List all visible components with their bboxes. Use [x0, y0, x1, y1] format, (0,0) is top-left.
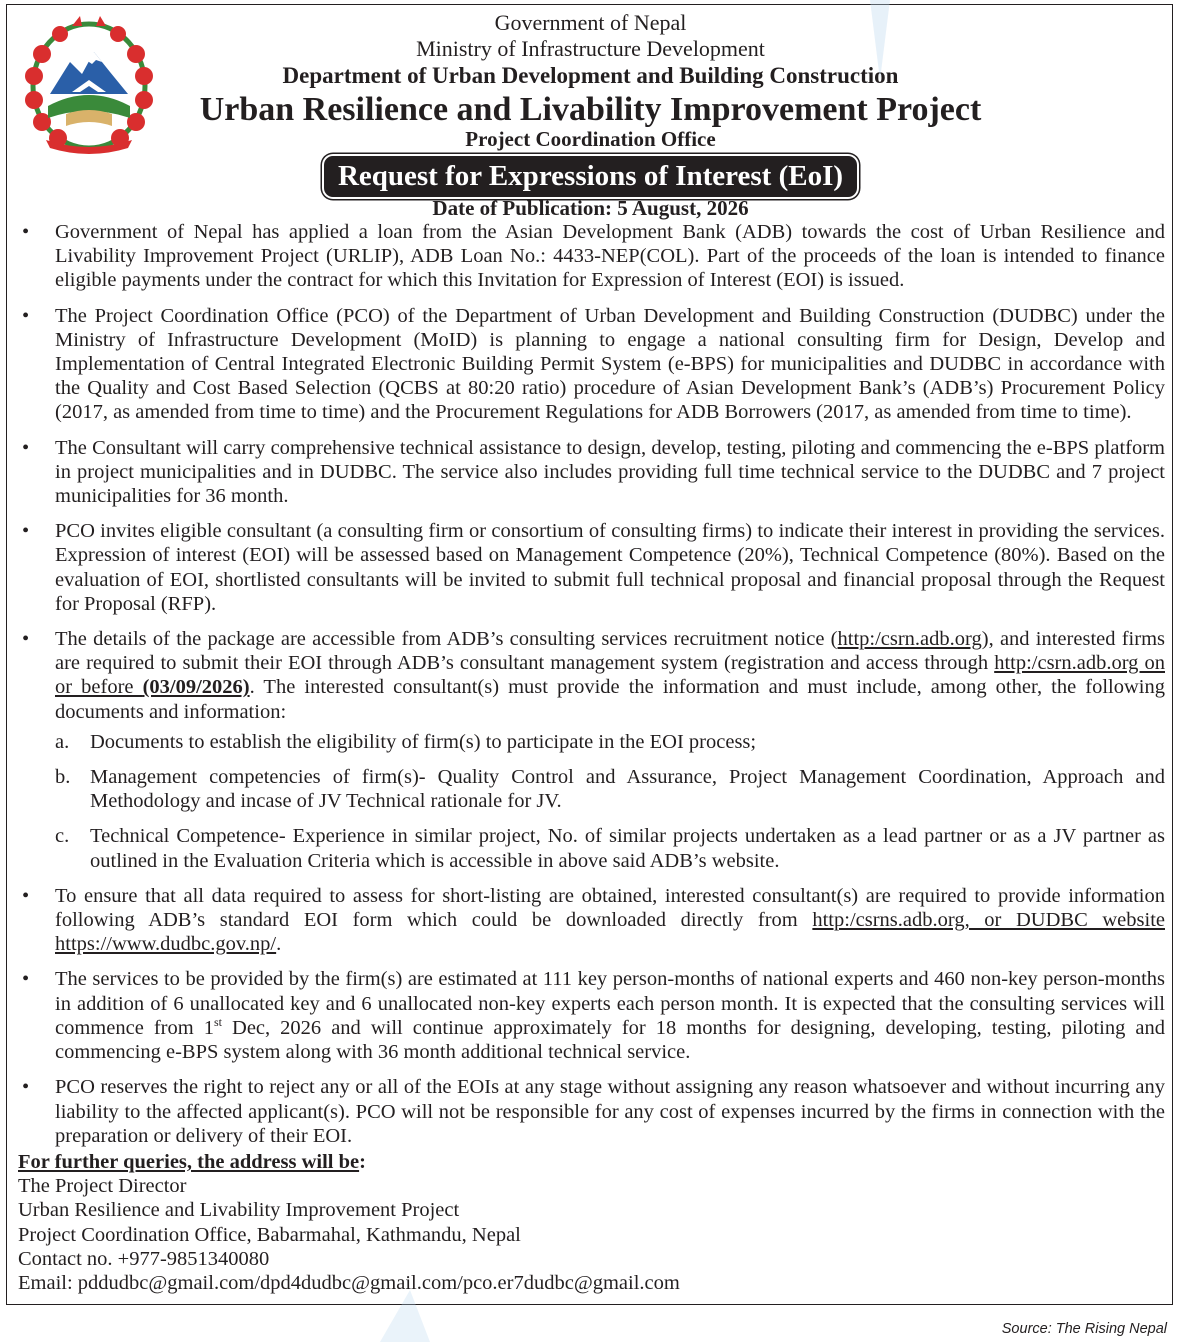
paragraph-eoi-form: • To ensure that all data required to assess for short-listing are obtained, interested consultant(s) are required to provide information following ADB’s standard EOI form which could be downloaded directly from http:/csrns.adb.org, or DUDBC website https://www.dudbc.gov.np/.	[22, 884, 1165, 956]
dudbc-link[interactable]: http:/csrns.adb.org, or DUDBC website https://www.dudbc.gov.np/	[55, 909, 1165, 956]
department-line: Department of Urban Development and Building Construction	[282, 63, 899, 88]
contact-phone: Contact no. +977-9851340080	[18, 1247, 270, 1270]
bullet-icon: •	[22, 436, 30, 459]
contact-address: Project Coordination Office, Babarmahal, Kathmandu, Nepal	[18, 1223, 521, 1246]
bullet-icon: •	[22, 1076, 30, 1099]
paragraph-submission: • The details of the package are accessible from ADB’s consulting services recruitment notice (http:/csrn.adb.org), and interested firms are required to submit their EOI through ADB’s consultant management system (registration and access through http:/csrn.adb.org on or before (03/09/2026). The interested consultant(s) must provide the information and must include, among other, the following documents and information:	[22, 628, 1166, 723]
paragraph-loan: • Government of Nepal has applied a loan from the Asian Development Bank (ADB) towards the cost of Urban Resilience and Livability Improvement Project (URLIP), ADB Loan No.: 4433-NEP(COL). Part of the proceeds of the loan is intended to finance eligible payments under the contract for which this Invitation for Expression of Interest (EOI) is issued.	[22, 221, 1165, 292]
bullet-icon: •	[22, 520, 30, 543]
ministry-line: Ministry of Infrastructure Development	[416, 36, 765, 61]
paragraph-scope: • The Consultant will carry comprehensive technical assistance to design, develop, testing, piloting and commencing the e-BPS platform in project municipalities and in DUDBC. The service also includes providing full time technical service to the DUDBC and 7 project municipalities for 36 month.	[22, 436, 1165, 508]
paragraph-engagement: • The Project Coordination Office (PCO) of the Department of Urban Development and Building Construction (DUDBC) under the Ministry of Infrastructure Development (MoID) is planning to engage a national consulting firm for Design, Develop and Implementation of Central Integrated Electronic Building Permit System (e-BPS) for municipalities and DUDBC in accordance with the Quality and Cost Based Selection (QCBS at 80:20 ratio) procedure of Asian Development Bank’s (ADB’s) Procurement Policy (2017, as amended from time to time) and the Procurement Regulations for ADB Borrowers (2017, as amended from time to time).	[22, 304, 1165, 424]
paragraph-invitation: • PCO invites eligible consultant (a consulting firm or consortium of consulting firms) to indicate their interest in providing the services. Expression of interest (EOI) will be assessed based on Management Competence (20%), Technical Competence (80%). Based on the evaluation of EOI, shortlisted consultants will be invited to submit full technical proposal and financial proposal through the Request for Proposal (RFP).	[22, 520, 1165, 615]
notice-body	[18, 220, 1165, 1159]
contact-director: The Project Director	[18, 1175, 187, 1198]
publication-date: Date of Publication: 5 August, 2026	[432, 196, 749, 220]
deadline-date: (03/09/2026)	[142, 676, 250, 699]
paragraph-rights: • PCO reserves the right to reject any or all of the EOIs at any stage without assigning any reason whatsoever and without incurring any liability to the affected applicant(s). PCO will not be responsible for any cost of expenses incurred by the firms in connection with the preparation or delivery of their EOI.	[22, 1076, 1165, 1147]
bullet-icon: •	[22, 221, 30, 243]
paragraph-services: • The services to be provided by the firm(s) are estimated at 111 key person-months of national experts and 460 non-key person-months in addition of 6 unallocated key and 6 unallocated non-key experts each person month. It is expected that the consulting services will commence from 1st Dec, 2026 and will continue approximately for 18 months for designing, developing, testing, piloting and commencing e-BPS system along with 36 month additional technical service.	[22, 968, 1166, 1064]
contact-project: Urban Resilience and Livability Improvement Project	[18, 1199, 460, 1222]
eoi-title-banner: Request for Expressions of Interest (EoI)	[324, 156, 857, 197]
contact-heading: For further queries, the address will be:	[18, 1151, 366, 1173]
csrn-link[interactable]: http:/csrn.adb.org on or before	[55, 652, 1165, 699]
contact-email[interactable]: Email: pddudbc@gmail.com/dpd4dudbc@gmail.com/pco.er7dudbc@gmail.com	[18, 1272, 680, 1295]
contact-block	[18, 1150, 680, 1295]
government-line: Government of Nepal	[494, 10, 687, 35]
csrn-link[interactable]: http:/csrn.adb.org	[837, 628, 982, 651]
bullet-icon: •	[22, 884, 30, 907]
sub-item-management: b. Management competencies of firm(s)- Quality Control and Assurance, Project Management Coordination, Approach and Methodology and incase of JV Technical rationale for JV.	[55, 766, 1165, 813]
bullet-icon: •	[22, 968, 30, 991]
source-credit: Source: The Rising Nepal	[1001, 1321, 1167, 1337]
bullet-icon: •	[22, 304, 30, 327]
sub-item-technical: c. Technical Competence- Experience in similar project, No. of similar projects undertaken as a lead partner or as a JV partner as outlined in the Evaluation Criteria which is accessible in above said ADB’s website.	[55, 825, 1165, 872]
sub-item-eligibility: a. Documents to establish the eligibility of firm(s) to participate in the EOI process;	[55, 730, 757, 753]
bullet-icon: •	[22, 628, 30, 651]
project-title: Urban Resilience and Livability Improvement Project	[199, 91, 982, 128]
office-line: Project Coordination Office	[465, 127, 716, 151]
